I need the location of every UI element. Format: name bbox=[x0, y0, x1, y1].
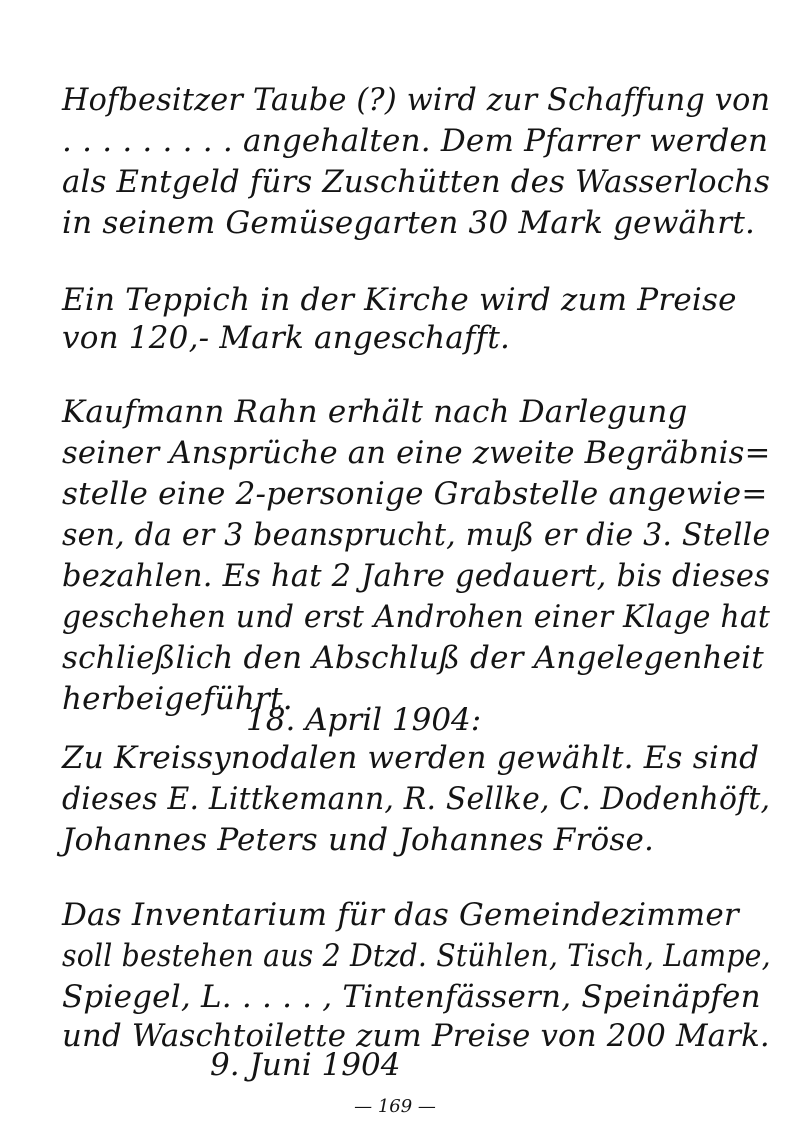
entry-3-line-7: schließlich den Abschluß der Angelegenheit bbox=[62, 640, 764, 676]
entry-5-line-4: und Waschtoilette zum Preise von 200 Mark. bbox=[62, 1018, 770, 1054]
entry-3-line-8: herbeigeführt. bbox=[62, 681, 293, 717]
entry-1-line-2: . . . . . . . . . angehalten. Dem Pfarrer werden bbox=[62, 123, 769, 159]
entry-1-line-1: Hofbesitzer Taube (?) wird zur Schaffung von bbox=[62, 82, 771, 118]
entry-3-line-4: sen, da er 3 beansprucht, muß er die 3. Stelle bbox=[62, 517, 771, 553]
entry-3-line-2: seiner Ansprüche an eine zweite Begräbnis= bbox=[62, 435, 771, 471]
entry-4-line-1: Zu Kreissynodalen werden gewählt. Es sind bbox=[62, 740, 760, 776]
entry-5-line-3: Spiegel, L. . . . . , Tintenfässern, Speinäpfen bbox=[62, 979, 761, 1015]
entry-5-line-1: Das Inventarium für das Gemeindezimmer bbox=[62, 897, 739, 933]
entry-1-line-4: in seinem Gemüsegarten 30 Mark gewährt. bbox=[62, 205, 756, 241]
entry-5-line-2: soll bestehen aus 2 Dtzd. Stühlen, Tisch, Lampe, bbox=[62, 938, 771, 974]
entry-4-line-3: Johannes Peters und Johannes Fröse. bbox=[62, 822, 655, 858]
entry-4-date: 18. April 1904: bbox=[246, 702, 482, 738]
entry-3-line-6: geschehen und erst Androhen einer Klage hat bbox=[62, 599, 771, 635]
entry-6-date: 9. Juni 1904 bbox=[210, 1047, 401, 1083]
entry-3-line-5: bezahlen. Es hat 2 Jahre gedauert, bis dieses bbox=[62, 558, 771, 594]
entry-3-line-1: Kaufmann Rahn erhält nach Darlegung bbox=[62, 394, 688, 430]
entry-2-line-1: Ein Teppich in der Kirche wird zum Preise bbox=[62, 282, 737, 318]
entry-1-line-3: als Entgeld fürs Zuschütten des Wasserlochs bbox=[62, 164, 771, 200]
entry-4-line-2: dieses E. Littkemann, R. Sellke, C. Dodenhöft, bbox=[62, 781, 771, 817]
page-number: — 169 — bbox=[354, 1096, 436, 1117]
entry-2-line-2: von 120,- Mark angeschafft. bbox=[62, 320, 511, 356]
entry-3-line-3: stelle eine 2-personige Grabstelle angewie= bbox=[62, 476, 768, 512]
